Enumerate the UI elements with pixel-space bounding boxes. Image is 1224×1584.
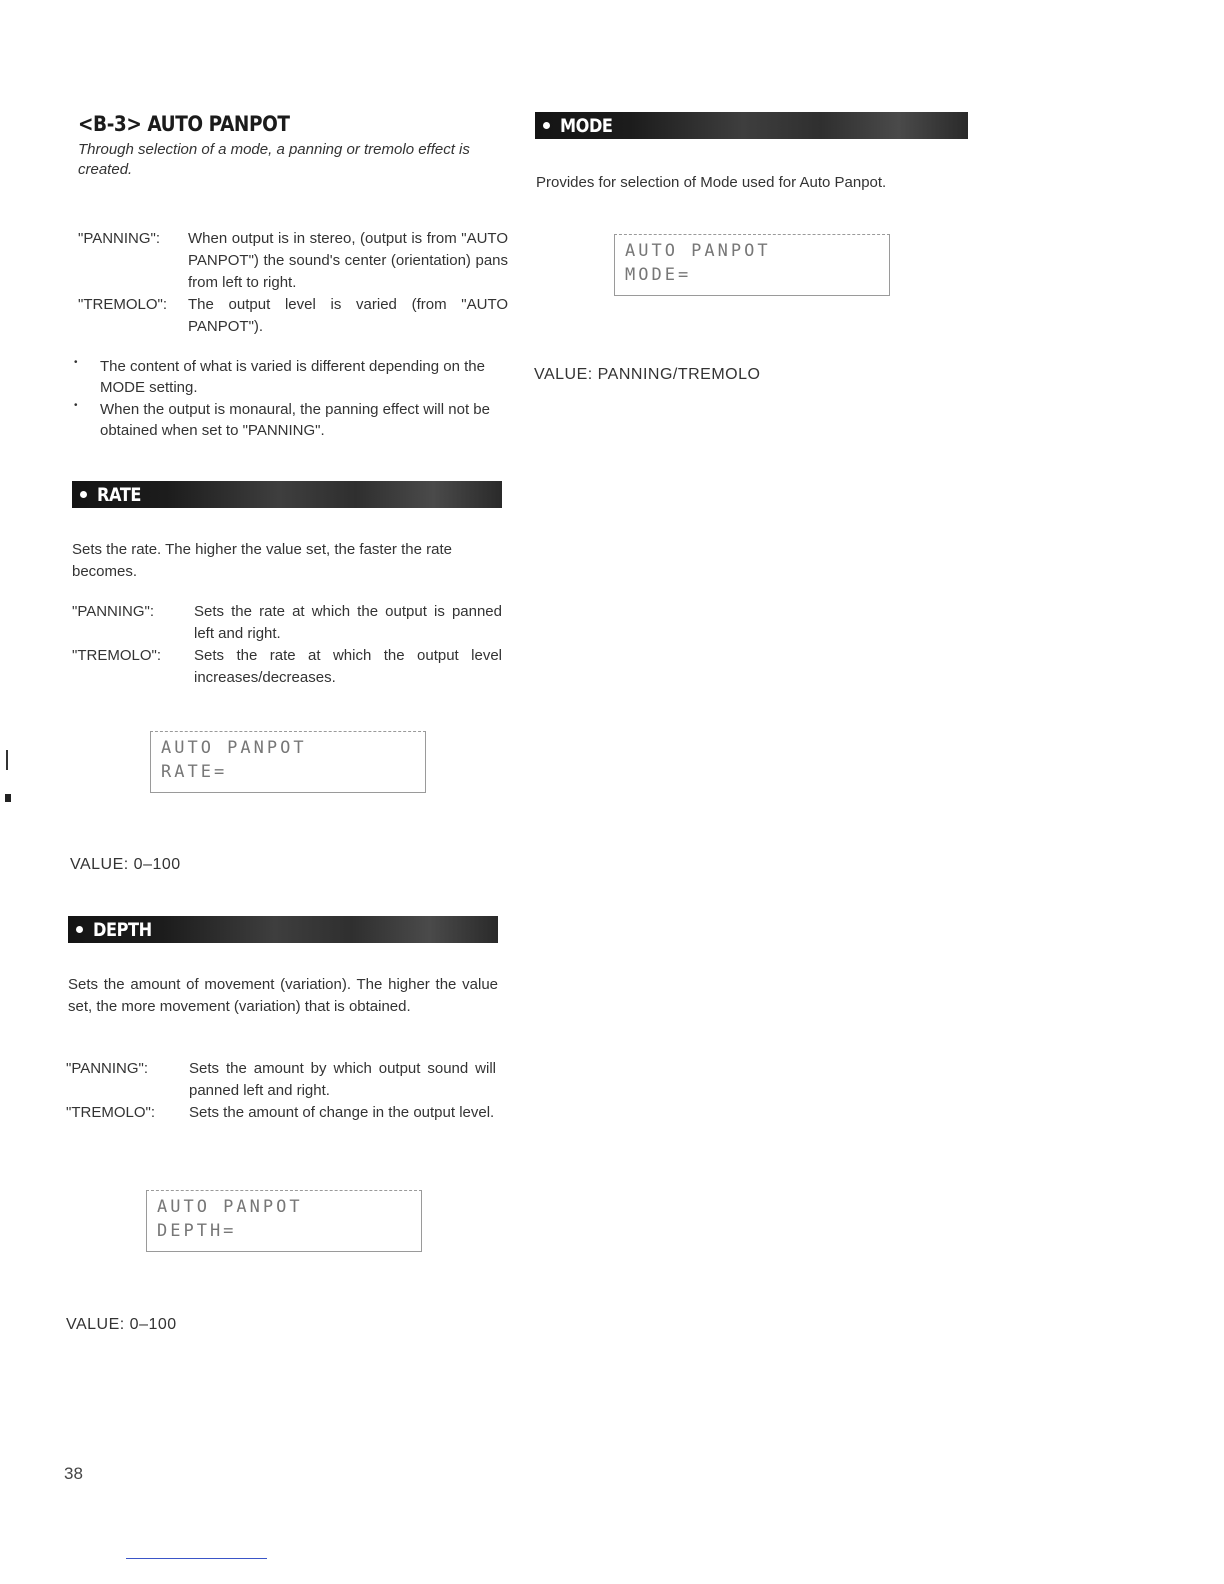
rate-value-range: VALUE: 0–100: [70, 856, 181, 873]
lcd-line-1: AUTO PANPOT: [161, 738, 307, 758]
definition-term: "TREMOLO":: [78, 296, 167, 313]
rate-header-label: RATE: [97, 483, 142, 506]
definition-term: "PANNING":: [78, 230, 161, 247]
rate-header-bar: [72, 481, 502, 508]
definition-tremolo: [66, 1102, 496, 1124]
definition-term: "PANNING":: [66, 1060, 149, 1077]
mode-description: Provides for selection of Mode used for Auto Panpot.: [536, 174, 887, 191]
definition-panning: [66, 1058, 496, 1102]
definition-desc: Sets the amount of change in the output level.: [189, 1104, 495, 1121]
depth-description: Sets the amount of movement (variation). The higher the value set, the more movement (variation) that is obtained.: [68, 976, 498, 1015]
definition-term: "TREMOLO":: [72, 647, 161, 664]
margin-mark: [5, 794, 11, 802]
depth-header-bar: [68, 916, 498, 943]
definition-panning: [78, 228, 508, 294]
definition-desc: Sets the rate at which the output level increases/decreases.: [194, 647, 502, 686]
note-item: [74, 399, 506, 441]
depth-header-label: DEPTH: [93, 918, 152, 941]
rate-lcd-display: [150, 731, 426, 793]
note-item: [74, 356, 506, 398]
bullet-icon: [543, 122, 550, 129]
bullet-icon: •: [74, 400, 78, 411]
depth-definitions: [66, 1058, 496, 1124]
definition-tremolo: [78, 294, 508, 338]
definition-desc: The output level is varied (from "AUTO PANPOT").: [188, 296, 508, 335]
section-intro: Through selection of a mode, a panning or tremolo effect is created.: [78, 141, 470, 178]
definition-desc: Sets the rate at which the output is panned left and right.: [194, 603, 502, 642]
definition-panning: [72, 601, 502, 645]
mode-lcd-display: [614, 234, 890, 296]
mode-header-label: MODE: [560, 114, 613, 137]
definition-desc: When output is in stereo, (output is from "AUTO PANPOT") the sound's center (orientation) pans from left to right.: [188, 230, 508, 291]
bullet-icon: [76, 926, 83, 933]
margin-mark: [6, 750, 14, 770]
mode-definitions: [78, 228, 508, 338]
lcd-line-2: RATE=: [161, 762, 228, 782]
definition-term: "PANNING":: [72, 603, 155, 620]
definition-desc: Sets the amount by which output sound will panned left and right.: [189, 1060, 496, 1099]
lcd-line-1: AUTO PANPOT: [157, 1197, 303, 1217]
lcd-line-2: DEPTH=: [157, 1221, 237, 1241]
bullet-icon: [80, 491, 87, 498]
depth-value-range: VALUE: 0–100: [66, 1316, 177, 1333]
footer-rule: [126, 1558, 267, 1559]
lcd-line-1: AUTO PANPOT: [625, 241, 771, 261]
depth-lcd-display: [146, 1190, 422, 1252]
notes-list: [74, 356, 506, 442]
definition-tremolo: [72, 645, 502, 689]
bullet-icon: •: [74, 357, 78, 368]
section-title: <B-3> AUTO PANPOT: [78, 112, 290, 136]
rate-description: Sets the rate. The higher the value set, the faster the rate becomes.: [72, 541, 452, 580]
page-number: 38: [64, 1464, 83, 1483]
mode-header-bar: [535, 112, 968, 139]
note-text: When the output is monaural, the panning effect will not be obtained when set to "PANNING".: [100, 401, 490, 439]
lcd-line-2: MODE=: [625, 265, 692, 285]
definition-term: "TREMOLO":: [66, 1104, 155, 1121]
rate-definitions: [72, 601, 502, 689]
note-text: The content of what is varied is different depending on the MODE setting.: [100, 358, 485, 396]
mode-value-range: VALUE: PANNING/TREMOLO: [534, 366, 761, 383]
